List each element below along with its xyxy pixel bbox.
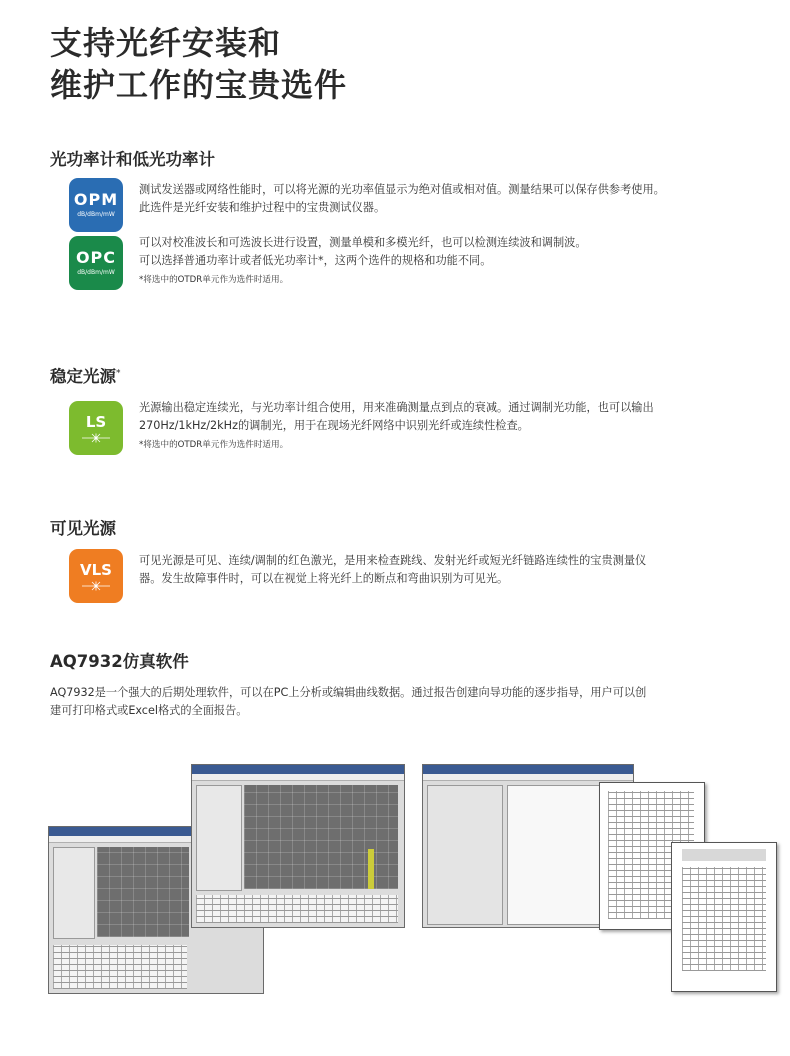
trace-graph bbox=[244, 785, 398, 889]
ls-badge bbox=[69, 401, 123, 455]
stable-source-heading bbox=[50, 363, 121, 387]
visible-source-description-line2: 器。发生故障事件时，可以在视觉上将光纤上的断点和弯曲识别为可见光。 bbox=[139, 572, 509, 585]
opc-badge-unit: dB/dBm/mW bbox=[77, 269, 115, 276]
visible-source-description bbox=[139, 552, 769, 588]
side-panel bbox=[196, 785, 242, 891]
page-title-line2: 维护工作的宝贵选件 bbox=[50, 66, 348, 104]
opm-description bbox=[139, 181, 759, 217]
window-menubar bbox=[423, 774, 633, 781]
event-table bbox=[53, 945, 187, 989]
software-description-line1: AQ7932是一个强大的后期处理软件，可以在PC上分析或编辑曲线数据。通过报告创建向导功能的逐步指导，用户可以创 bbox=[50, 686, 647, 699]
visible-source-heading: 可见光源 bbox=[50, 519, 116, 538]
software-screenshot-front bbox=[191, 764, 405, 928]
opc-description-line2: 可以选择普通功率计或者低光功率计*，这两个选件的规格和功能不同。 bbox=[139, 254, 492, 267]
opc-description bbox=[139, 234, 759, 270]
starburst-icon bbox=[81, 433, 111, 443]
starburst-icon bbox=[81, 581, 111, 591]
report-table bbox=[682, 867, 766, 971]
opm-description-line2: 此选件是光纤安装和维护过程中的宝贵测试仪器。 bbox=[139, 201, 386, 214]
software-description-line2: 建可打印格式或Excel格式的全面报告。 bbox=[50, 704, 248, 717]
software-description bbox=[50, 684, 770, 720]
visible-source-description-line1: 可见光源是可见、连续/调制的红色激光，是用来检查跳线、发射光纤或短光纤链路连续性的宝贵测量仪 bbox=[139, 554, 647, 567]
window-titlebar bbox=[192, 765, 404, 774]
vls-badge bbox=[69, 549, 123, 603]
opc-description-line1: 可以对校准波长和可选波长进行设置，测量单模和多模光纤，也可以检测连续波和调制波。 bbox=[139, 236, 587, 249]
power-meter-heading: 光功率计和低光功率计 bbox=[50, 150, 215, 169]
ls-badge-code: LS bbox=[85, 413, 107, 431]
stable-source-heading-text: 稳定光源 bbox=[50, 367, 116, 386]
opm-description-line1: 测试发送器或网络性能时，可以将光源的光功率值显示为绝对值或相对值。测量结果可以保存供参考使用。 bbox=[139, 183, 665, 196]
opm-badge-unit: dB/dBm/mW bbox=[77, 211, 115, 218]
stable-source-description-line1: 光源输出稳定连续光，与光功率计组合使用，用来准确测量点到点的衰减。通过调制光功能，也可以输出 bbox=[139, 401, 654, 414]
trace-graph bbox=[97, 847, 189, 937]
window-titlebar bbox=[423, 765, 633, 774]
side-panel bbox=[53, 847, 95, 939]
stable-source-description bbox=[139, 399, 769, 435]
trace-marker bbox=[368, 849, 374, 889]
printed-report-page-2 bbox=[671, 842, 777, 992]
page-title-line1: 支持光纤安装和 bbox=[50, 24, 282, 62]
report-header bbox=[682, 849, 766, 861]
stable-source-description-line2: 270Hz/1kHz/2kHz的调制光，用于在现场光纤网络中识别光纤或连续性检查。 bbox=[139, 419, 529, 432]
stable-source-heading-mark: * bbox=[116, 368, 121, 379]
wizard-options-panel bbox=[427, 785, 503, 925]
window-menubar bbox=[192, 774, 404, 781]
vls-badge-code: VLS bbox=[80, 561, 112, 579]
opc-badge-code: OPC bbox=[75, 248, 117, 267]
page-title bbox=[50, 22, 347, 106]
opm-badge-code: OPM bbox=[73, 190, 119, 209]
stable-source-note: *将选中的OTDR单元作为选件时适用。 bbox=[139, 440, 289, 450]
software-heading: AQ7932仿真软件 bbox=[50, 652, 189, 671]
event-table bbox=[196, 895, 398, 923]
opm-badge bbox=[69, 178, 123, 232]
opc-badge bbox=[69, 236, 123, 290]
power-meter-note: *将选中的OTDR单元作为选件时适用。 bbox=[139, 275, 289, 285]
